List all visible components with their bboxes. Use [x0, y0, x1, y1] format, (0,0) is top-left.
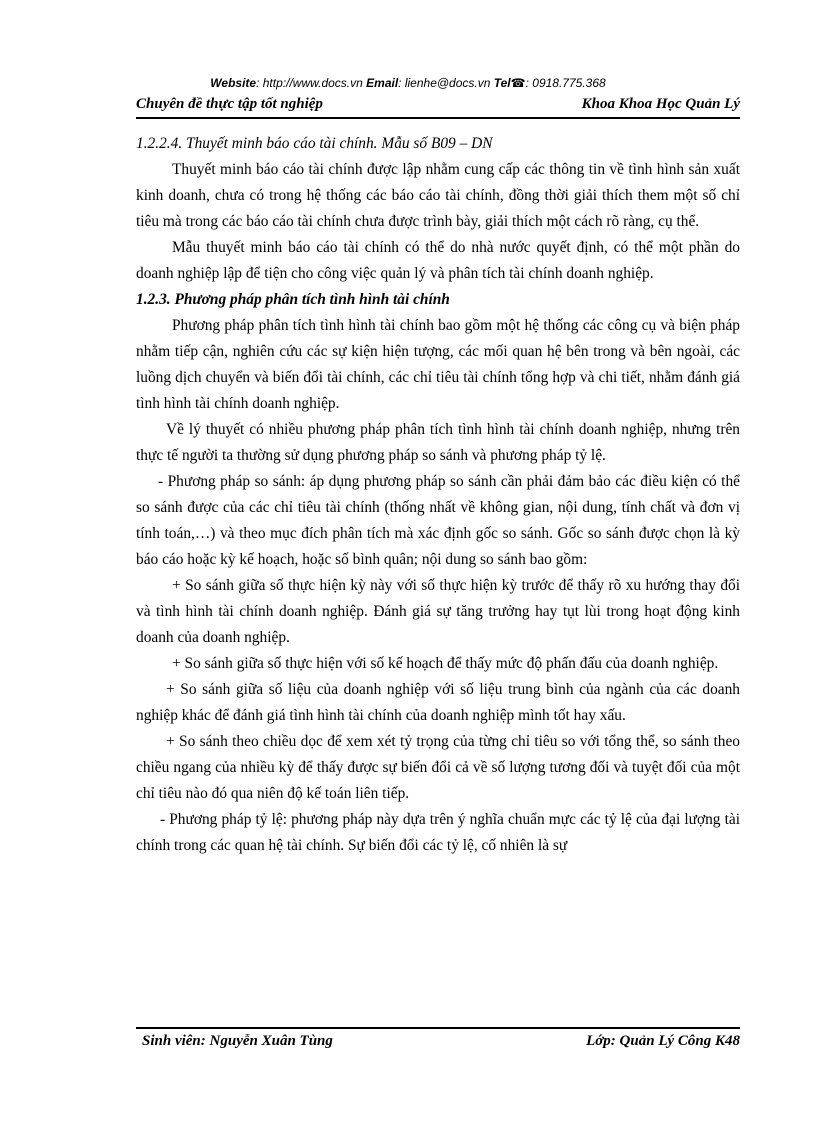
footer-class: Lớp: Quản Lý Công K48 — [586, 1033, 740, 1049]
phone-icon: ☎ — [510, 76, 526, 90]
list-item: + So sánh giữa số liệu của doanh nghiệp với số liệu trung bình của ngành của các doanh nghiệp khác để đánh giá tình hình tài chính của doanh nghiệp mình tốt hay xấu. — [136, 681, 740, 724]
header-topic: Chuyên đề thực tập tốt nghiệp — [136, 96, 323, 112]
tel-label: Tel — [493, 76, 511, 90]
paragraph: Phương pháp phân tích tình hình tài chính bao gồm một hệ thống các công cụ và biện pháp nhằm tiếp cận, nghiên cứu các sự kiện hiện tượng, các mối quan hệ bên trong và bên ngoài, các luồng dịch chuyển và biến đổi tài chính, các chỉ tiêu tài chính tổng hợp và chi tiết, nhằm đánh giá tình hình tài chính doanh nghiệp. — [136, 317, 740, 412]
page-footer — [136, 1027, 740, 1053]
list-item: + So sánh theo chiều dọc để xem xét tỷ trọng của từng chỉ tiêu so với tổng thể, so sánh theo chiều ngang của nhiều kỳ để thấy được sự biến đổi cả về số lượng tương đối và tuyệt đối của một chỉ tiêu nào đó qua niên độ kế toán liên tiếp. — [136, 733, 740, 802]
paragraph: Về lý thuyết có nhiều phương pháp phân tích tình hình tài chính doanh nghiệp, nhưng trên thực tế người ta thường sử dụng phương pháp so sánh và phương pháp tỷ lệ. — [136, 421, 740, 464]
list-item: + So sánh giữa số thực hiện với số kế hoạch để thấy mức độ phấn đấu của doanh nghiệp. — [172, 655, 719, 672]
email-label: Email — [366, 76, 399, 90]
heading-1-2-2-4: 1.2.2.4. Thuyết minh báo cáo tài chính. Mẫu số B09 – DN — [136, 135, 493, 152]
page-header — [136, 95, 740, 119]
heading-1-2-3: 1.2.3. Phương pháp phân tích tình hình tài chính — [136, 291, 450, 308]
page-content — [136, 131, 740, 859]
paragraph: - Phương pháp so sánh: áp dụng phương pháp so sánh cần phải đảm bảo các điều kiện có thể so sánh được của các chỉ tiêu tài chính (thống nhất về không gian, nội dung, tính chất và đơn vị tính toán,…) và theo mục đích phân tích mà xác định gốc so sánh. Gốc so sánh được chọn là kỳ báo cáo hoặc kỳ kế hoạch, hoặc số bình quân; nội dung so sánh bao gồm: — [136, 473, 740, 568]
website-line — [0, 76, 816, 90]
website-url[interactable]: : http://www.docs.vn — [256, 76, 363, 90]
paragraph: Thuyết minh báo cáo tài chính được lập nhằm cung cấp các thông tin về tình hình sản xuất kinh doanh, chưa có trong hệ thống các báo cáo tài chính, đồng thời giải thích them một số chỉ tiêu mà trong các báo cáo tài chính chưa được trình bày, giải thích một cách rõ ràng, cụ thể. — [136, 161, 740, 230]
email-address[interactable]: : lienhe@docs.vn — [398, 76, 491, 90]
list-item: + So sánh giữa số thực hiện kỳ này với số thực hiện kỳ trước để thấy rõ xu hướng thay đổi và tình hình tài chính doanh nghiệp. Đánh giá sự tăng trưởng hay tụt lùi trong hoạt động kinh doanh của doanh nghiệp. — [136, 577, 740, 646]
footer-student: Sinh viên: Nguyễn Xuân Tùng — [142, 1033, 333, 1049]
website-label: Website — [210, 76, 257, 90]
header-faculty: Khoa Khoa Học Quản Lý — [581, 96, 740, 112]
paragraph: - Phương pháp tỷ lệ: phương pháp này dựa trên ý nghĩa chuẩn mực các tỷ lệ của đại lượng tài chính trong các quan hệ tài chính. Sự biến đổi các tỷ lệ, cố nhiên là sự — [136, 811, 740, 854]
paragraph: Mẫu thuyết minh báo cáo tài chính có thể do nhà nước quyết định, có thể một phần do doanh nghiệp lập để tiện cho công việc quản lý và phân tích tài chính doanh nghiệp. — [136, 239, 740, 282]
phone-number: : 0918.775.368 — [525, 76, 606, 90]
